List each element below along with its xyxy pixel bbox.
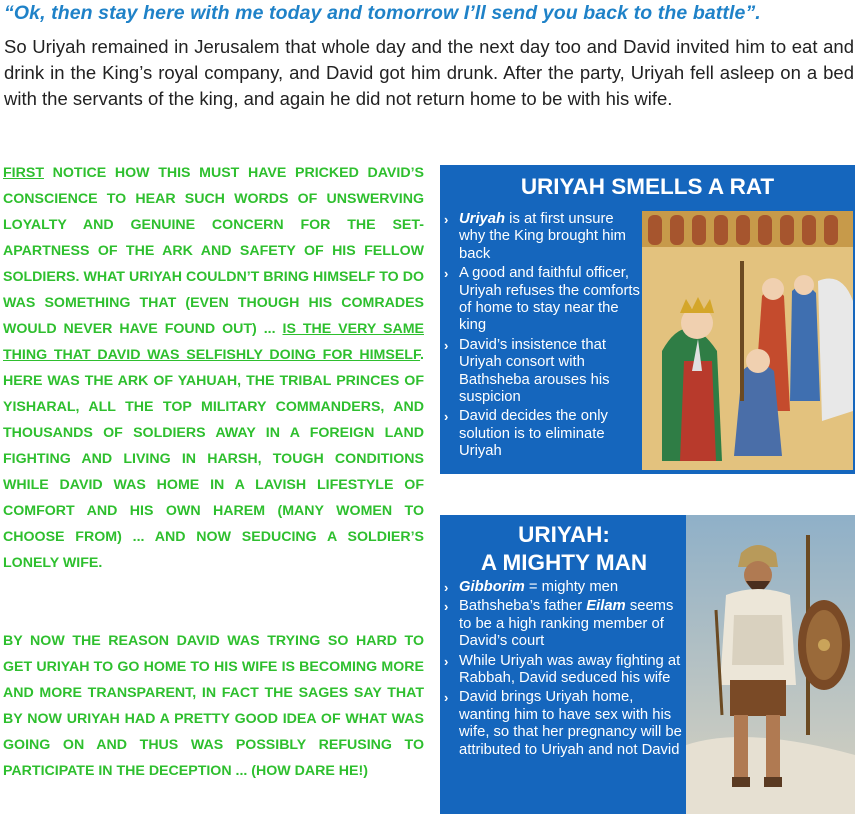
bullet-bold-text: Uriyah [459,211,506,227]
slide-title-line-2: A MIGHTY MAN [480,550,648,575]
chevron-right-icon: › [444,337,449,353]
warrior-illustration-image [686,515,855,814]
bullet-text: David decides the only solution is to eliminate Uriyah [459,408,608,460]
slide-title [440,521,688,577]
slide-bullet [444,408,640,460]
slide-bullet [444,265,640,335]
chevron-right-icon: › [444,690,449,706]
slide-uriyah-smells-a-rat [440,165,855,474]
chevron-right-icon: › [444,266,449,282]
bullet-text: While Uriyah was away fighting at Rabbah, David seduced his wife [459,652,681,687]
slide-bullet [444,689,686,759]
bullet-text: Bathsheba’s father [459,598,587,615]
slide-title: URIYAH SMELLS A RAT [520,174,775,199]
slide-title-line-1: URIYAH: [518,522,610,547]
bullet-text: A good and faithful officer, Uriyah refuses the comforts of home to stay near the king [459,265,640,334]
bullet-bold-text: Eilam [586,598,626,615]
commentary-text-a: NOTICE HOW THIS MUST HAVE PRICKED DAVID’S CONSCIENCE TO HEAR SUCH WORDS OF UNSWERVING LOYALTY AND GENUINE CONCERN FOR THE SET-APARTNESS OF THE ARK AND SAFETY OF HIS FELLOW SOLDIERS. WHAT URIYAH COULDN’T BRING HIMSELF TO DO WAS SOMETHING THAT (EVEN THOUGH HIS COMRADES WOULD NEVER HAVE FOUND OUT) [3,165,424,337]
slide-bullet [444,653,686,688]
commentary-paragraph-2: BY NOW THE REASON DAVID WAS TRYING SO HARD TO GET URIYAH TO GO HOME TO HIS WIFE IS BECOMING MORE AND MORE TRANSPARENT, IN FACT THE SAGES SAY THAT BY NOW URIYAH HAD A PRETTY GOOD IDEA OF WHAT WAS GOING ON AND THUS WAS POSSIBLY REFUSING TO PARTICIPATE IN THE DECEPTION ... (HOW DARE HE!) [3,633,424,779]
bullet-text: David brings Uriyah home, wanting him to have sex with his wife, so that her pregnancy will be attributed to Uriyah and not David [459,689,682,758]
medieval-illustration-image [642,211,853,470]
chevron-right-icon: › [444,409,449,425]
slide-uriyah-mighty-man [440,515,855,814]
chevron-right-icon: › [444,653,449,669]
chevron-right-icon: › [444,212,449,227]
chevron-right-icon: › [444,580,449,595]
chevron-right-icon: › [444,599,449,615]
commentary-underlined: IS THE VERY SAME THING THAT DAVID WAS SELFISHLY DOING FOR HIMSELF [3,321,424,363]
narrative-paragraph: So Uriyah remained in Jerusalem that whole day and the next day too and David invited him to eat and drink in the King’s royal company, and David got him drunk. After the party, Uriyah fell asleep on a bed with the servants of the king, and again he did not return home to be with his wife. [4,36,854,109]
slide-bullet [444,211,640,263]
slide-bullet [444,579,686,596]
slide-bullet [444,337,640,407]
bullet-text: David’s insistence that Uriyah consort with Bathsheba arouses his suspicion [459,336,610,406]
commentary-paragraph-1 [3,160,424,576]
slide-bullet-list [444,211,640,463]
bullet-text: = mighty men [524,579,619,595]
first-label: FIRST [3,165,44,181]
bullet-text: is at first unsure why the King brought him back [459,211,626,262]
bullet-text: seems to be a high ranking member of David’s court [459,598,674,650]
quote-heading: “Ok, then stay here with me today and tomorrow I’ll send you back to the battle”. [4,2,761,24]
slide-bullet-list [444,579,686,761]
bullet-bold-text: Gibborim [459,579,525,595]
slide-bullet [444,598,686,650]
commentary-text-b: . HERE WAS THE ARK OF YAHUAH, THE TRIBAL PRINCES OF YISHARAL, ALL THE TOP MILITARY COMMANDERS, AND THOUSANDS OF SOLDIERS AWAY IN A FOREIGN LAND FIGHTING AND LIVING IN HARSH, TOUGH CONDITIONS WHILE DAVID WAS HOME IN A LAVISH LIFESTYLE OF COMFORT AND HIS OWN HAREM (MANY WOMEN TO CHOOSE FROM) ... AND NOW SEDUCING A SOLDIER’S LONELY WIFE. [3,347,424,571]
commentary-ellipsis: ... [263,321,283,337]
